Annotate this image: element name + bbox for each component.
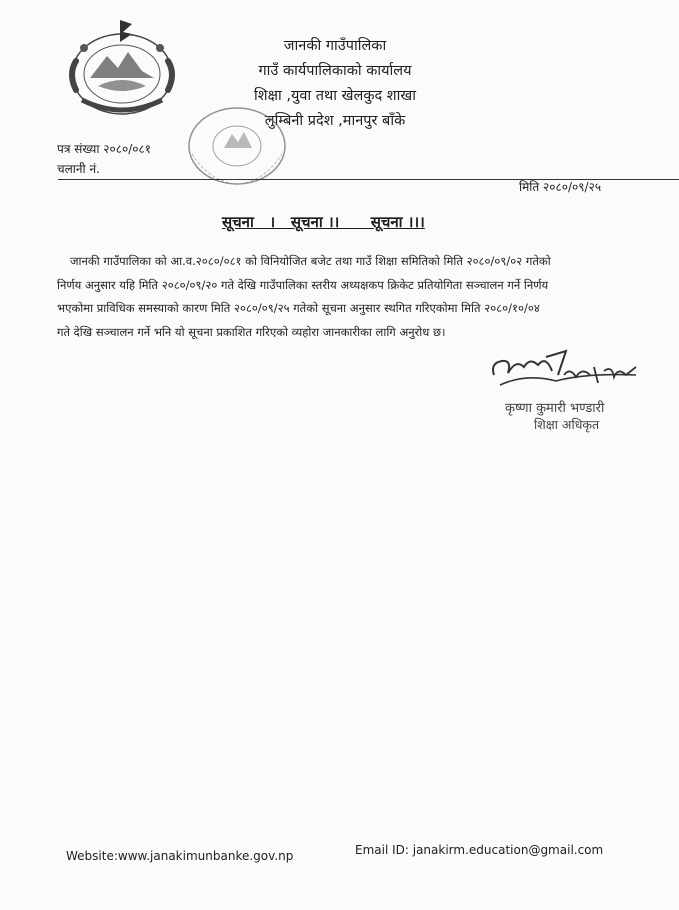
handwritten-signature-icon — [486, 345, 646, 395]
body-line-4: गते देखि सञ्चालन गर्ने भनि यो सूचना प्रकाशित गरिएको व्यहोरा जानकारीका लागि अनुरोध छ। — [57, 325, 446, 339]
letter-number: पत्र संख्या २०८०/०८१ — [57, 142, 151, 156]
signatory-title: शिक्षा अधिकृत — [534, 417, 600, 432]
section-name: शिक्षा ,युवा तथा खेलकुद शाखा — [253, 88, 417, 104]
signatory-name: कृष्णा कुमारी भण्डारी — [505, 401, 605, 416]
body-line-3: भएकोमा प्राविधिक समस्याको कारण मिति २०८०/०९/२५ गतेको सूचना अनुसार स्थगित गरिएकोमा मिति २०८०/१०/०४ — [57, 301, 540, 315]
office-seal-icon — [180, 104, 295, 194]
municipality-name: जानकी गाउँपालिका — [283, 38, 387, 54]
website-link[interactable]: Website:www.janakimunbanke.gov.np — [66, 849, 294, 863]
dispatch-number: चलानी नं. — [57, 162, 100, 176]
issue-date: मिति २०८०/०९/२५ — [519, 180, 602, 194]
notice-title: सूचना । सूचना ।। सूचना ।।। — [222, 213, 425, 231]
body-line-1: जानकी गाउँपालिका को आ.व.२०८०/०८१ को विनियोजित बजेट तथा गाउँ शिक्षा समितिको मिति २०८०/०९/०२ गतेको — [70, 254, 551, 268]
body-line-2: निर्णय अनुसार यहि मिति २०८०/०९/२० गते देखि गाउँपालिका स्तरीय अध्यक्षकप क्रिकेट प्रतियोगिता सञ्चालन गर्ने निर्णय — [57, 278, 549, 292]
email-link[interactable]: Email ID: janakirm.education@gmail.com — [355, 843, 604, 857]
office-name: गाउँ कार्यपालिकाको कार्यालय — [258, 63, 412, 79]
address: लुम्बिनी प्रदेश ,मानपुर बाँके — [264, 113, 406, 129]
